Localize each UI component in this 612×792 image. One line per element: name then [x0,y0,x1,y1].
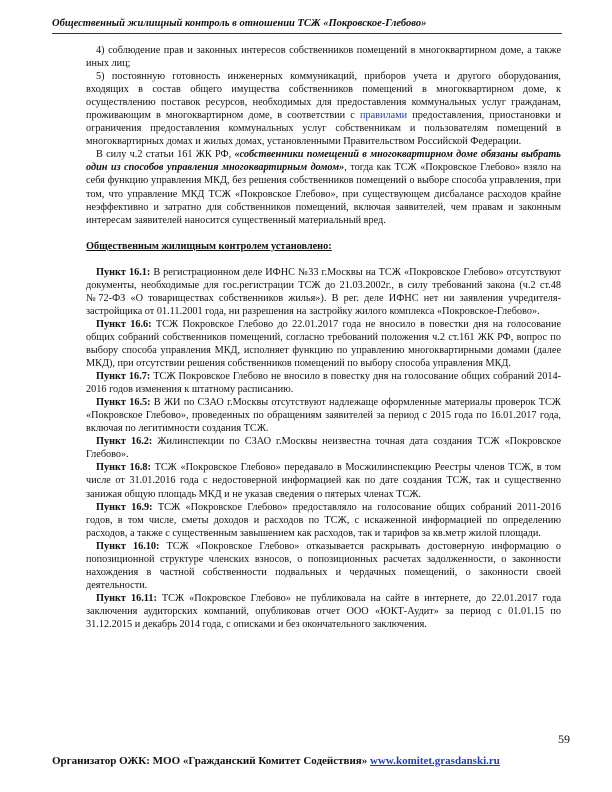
item-5 [86,70,561,148]
point-text: В регистрационном деле ИФНС №33 г.Москвы на ТСЖ «Покровское Глебово» отсутствуют документы, необходимые для гос.регистрации ТСЖ до 21.03.2002г., в силу требований закона (ч.2 ст.48 №72-ФЗ «О товариществах собственников жилья»). В рег. деле ИФНС нет ни заявления учредителя-застройщика от 01.11.2001 года, ни разрешения на застройку жилого комплекса «Покровское-Глебово». [86,266,561,317]
point-16-10 [86,540,561,592]
point-16-2 [86,435,561,461]
point-16-5 [86,396,561,435]
point-text: ТСЖ «Покровское Глебово» передавало в Мосжилинспекцию Реестры членов ТСЖ, в том числе от 31.01.2016 года с недостоверной информацией как по дате создания ТСЖ, так и существенно занижая общую площадь МКД и не указав сведения о пятерых членах ТСЖ. [86,462,561,500]
point-text: ТСЖ «Покровское Глебово» отказывается раскрывать достоверную информацию о попозиционной структуре членских взносов, о попозиционных расчетах задолженности, о законности нахождения в частной собственности подвальных и чердачных помещений, о законности своей деятельности. [86,540,561,591]
item-5-text-a: 5) постоянную готовность инженерных коммуникаций, приборов учета и другого оборудования, входящих в состав общего имущества собственников помещений в многоквартирном доме, к осуществлению поставок ресурсов, необходимых для предоставления коммунальных услуг гражданам, проживающим в многоквартирном доме, в соответствии с [86,71,561,122]
point-text: Жилинспекции по СЗАО г.Москвы неизвестна точная дата создания ТСЖ «Покровское Глебово». [86,436,562,461]
running-header: Общественный жилищный контроль в отношении ТСЖ «Покровское-Глебово» [52,18,427,29]
point-16-7 [86,370,561,396]
page-number: 59 [558,732,570,746]
point-16-9 [86,501,561,540]
header-rule [52,33,562,34]
point-label: Пункт 16.7: [96,371,151,383]
point-text: ТСЖ «Покровское Глебово» не публиковала на сайте в интернете, до 22.01.2017 года заключения аудиторских компаний, опубликовав отчет ООО «ЮКТ-Аудит» за период с 01.01.15 по 31.12.2015 и декабрь 2014 года, с описками и без окончательного заключения. [86,592,561,630]
point-label: Пункт 16.11: [96,592,157,604]
point-label: Пункт 16.6: [96,318,152,330]
point-text: В ЖИ по СЗАО г.Москвы отсутствуют надлежаще оформленные материалы проверок ТСЖ «Покровское Глебово», проведенных по обращениям заявителей за период с 2015 года по 16.01.2017 года, включая по легитимности создания ТСЖ. [86,397,561,435]
point-text: ТСЖ «Покровское Глебово» предоставляло на голосование общих собраний 2011-2016 годов, в том числе, сметы доходов и расходов по ТСЖ, с искаженной информацией по определению расходов, а также с существенным завышением как расходов, так и тарифов за кв.метр жилой площади. [86,501,562,539]
point-label: Пункт 16.5: [96,397,151,409]
point-label: Пункт 16.10: [96,540,160,552]
paragraph-force-emphasis: «собственники помещений в многоквартирном доме обязаны выбрать один из способов управления многоквартирным домом» [86,149,561,174]
point-label: Пункт 16.8: [96,462,151,474]
item-4: 4) соблюдение прав и законных интересов собственников помещений в многоквартирном доме, а также иных лиц; [86,45,561,70]
item-5-text-b: предоставления, приостановки и ограничения предоставления коммунальных услуг собственникам и пользователям помещений в многоквартирных домах и жилых домах, установленными Правительством Российской Федерации. [86,110,561,148]
paragraph-force-b: , тогда как ТСЖ «Покровское Глебово» взяло на себя функцию управления МКД, без решения собственников помещений о выборе способа управления, при том, что управление МКД ТСЖ «Покровское Глебово», при существующем дисбалансе расходов крайне неэффективно и затратно для собственников помещений, включая заявителей, чем правам и законным интересам заявителей наносится существенный материальный вред. [86,162,561,226]
footer [52,754,562,768]
point-16-6 [86,318,561,370]
point-text: ТСЖ Покровское Глебово до 22.01.2017 года не вносило в повестки дня на голосование общих собраний собственников помещений, согласно требований положения ч.2 ст.161 ЖК РФ, вопрос по выбору способа управления МКД, исполняет функцию по управлению многоквартирными домами (далее МКД), при отсутствии решения собственников помещений по выбору способа управления МКД. [86,318,561,370]
point-text: ТСЖ Покровское Глебово не вносило в повестку дня на голосование общих собраний 2014-2016 годов изменения к штатному расписанию. [86,371,562,396]
point-16-8 [86,461,561,500]
footer-organizer: Организатор ОЖК: МОО «Гражданский Комитет Содействия» [52,755,368,767]
point-label: Пункт 16.9: [96,501,153,513]
section-heading: Общественным жилищным контролем установлено: [86,240,332,252]
paragraph-force-a: В силу ч.2 статьи 161 ЖК РФ, [96,149,235,161]
point-16-11 [86,592,561,631]
paragraph-force [86,148,561,226]
point-16-1 [86,266,561,318]
point-label: Пункт 16.1: [96,266,151,278]
point-label: Пункт 16.2: [96,436,153,448]
document-body [86,44,561,631]
rules-link[interactable]: правилами [359,110,408,122]
footer-url-link[interactable]: www.komitet.grasdanski.ru [370,755,500,767]
